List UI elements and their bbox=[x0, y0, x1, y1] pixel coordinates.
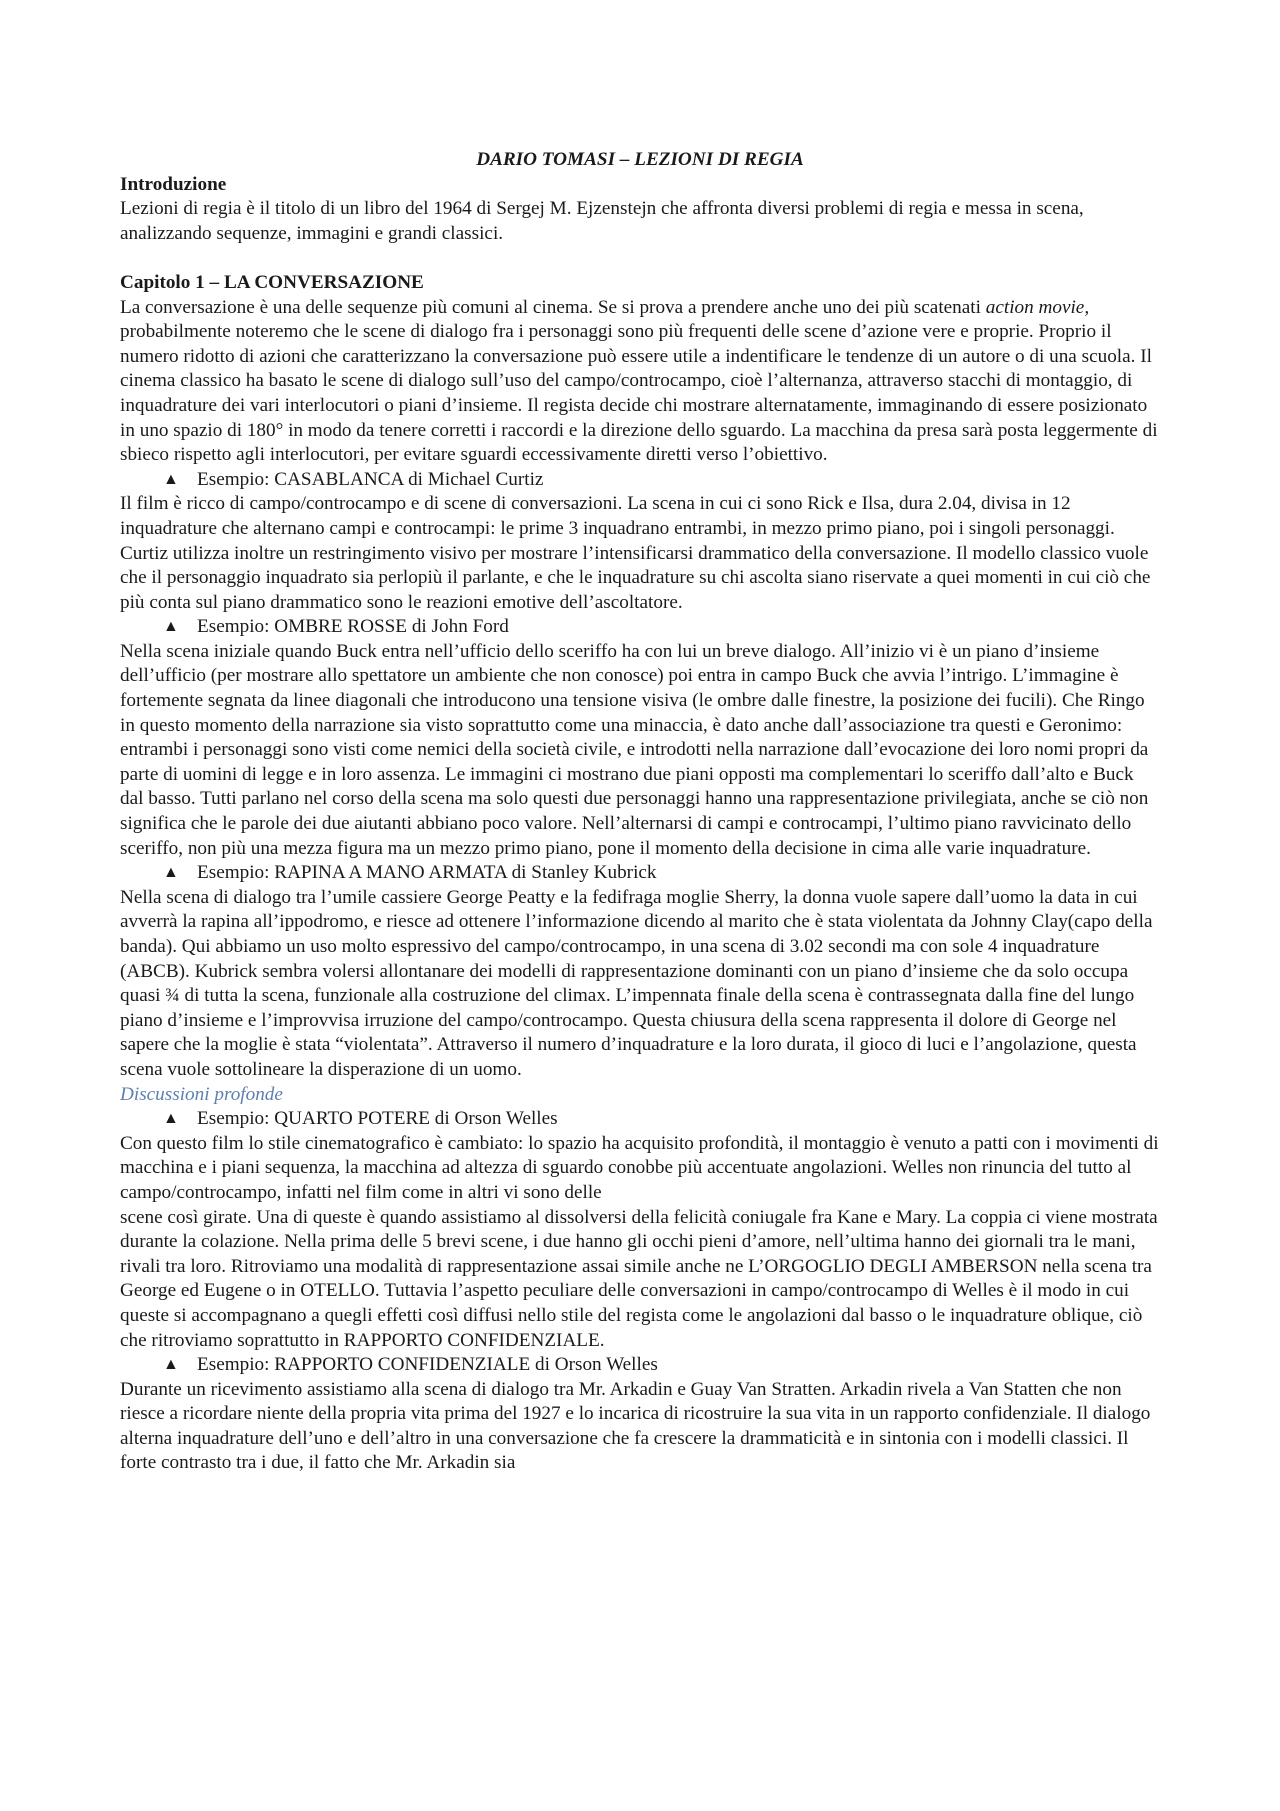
chapter-heading: Capitolo 1 – LA CONVERSAZIONE bbox=[120, 271, 424, 293]
paragraph-text: La conversazione è una delle sequenze più comuni al cinema. Se si prova a prendere anche uno dei più scatenati bbox=[120, 296, 986, 318]
example-paragraph: Nella scena di dialogo tra l’umile cassiere George Peatty e la fedifraga moglie Sherry, la donna vuole sapere dall’uomo la data in cui avverrà la rapina all’ippodromo, e riesce ad ottenere l’informazione dicendo al marito che è stata violentata da Johnny Clay(capo della banda). Qui abbiamo un uso molto espressivo del campo/controcampo, in una scena di 3.02 secondi ma con sole 4 inquadrature (ABCB). Kubrick sembra volersi allontanare dei modelli di rappresentazione dominanti con un piano d’insieme che da solo occupa quasi ¾ di tutta la scena, funzionale alla costruzione del climax. L’impennata finale della scena è contrassegnata dalla fine del lungo piano d’insieme e l’improvvisa irruzione del campo/controcampo. Questa chiusura della scena rappresenta il dolore di George nel sapere che la moglie è stata “violentata”. Attraverso il numero d’inquadrature e la loro durata, il gioco di luci e l’angolazione, questa scena vuole sottolineare la disperazione di un uomo. bbox=[120, 886, 1153, 1080]
example-item bbox=[120, 861, 1160, 886]
paragraph-emphasis: action movie, bbox=[985, 296, 1090, 318]
triangle-bullet-icon: ▲ bbox=[163, 470, 179, 488]
example-item bbox=[120, 1353, 1160, 1378]
example-label: Esempio: RAPINA A MANO ARMATA di Stanley Kubrick bbox=[197, 862, 657, 884]
example-paragraph: Nella scena iniziale quando Buck entra nell’ufficio dello sceriffo ha con lui un breve dialogo. All’inizio vi è un piano d’insieme dell’ufficio (per mostrare allo spettatore un ambiente che non conosce) poi entra in campo Buck che avvia l’intrigo. L’immagine è fortemente segnata da linee diagonali che introducono una tensione visiva (le ombre dalle finestre, la posizione dei fucili). Che Ringo in questo momento della narrazione sia visto soprattutto come una minaccia, è dato anche dall’associazione tra questi e Geronimo: entrambi i personaggi sono visti come nemici della società civile, e introdotti nella narrazione dall’evocazione dei loro nomi propri da parte di uomini di legge e in loro assenza. Le immagini ci mostrano due piani opposti ma complementari lo sceriffo dall’alto e Buck dal basso. Tutti parlano nel corso della scena ma solo questi due personaggi hanno una rappresentazione privilegiata, anche se ciò non significa che le parole dei due aiutanti abbiano poco valore. Nell’alternarsi di campi e controcampi, l’ultimo piano ravvicinato dello sceriffo, non più una mezza figura ma un mezzo primo piano, pone il momento della decisione in cima alle varie inquadrature. bbox=[120, 640, 1149, 859]
example-label: Esempio: QUARTO POTERE di Orson Welles bbox=[197, 1108, 558, 1130]
triangle-bullet-icon: ▲ bbox=[163, 618, 179, 636]
example-label: Esempio: RAPPORTO CONFIDENZIALE di Orson Welles bbox=[197, 1354, 658, 1376]
example-item bbox=[120, 615, 1160, 640]
chapter-paragraph bbox=[120, 296, 1160, 468]
triangle-bullet-icon: ▲ bbox=[163, 1110, 179, 1128]
document-page bbox=[120, 148, 1160, 1476]
paragraph-text: probabilmente noteremo che le scene di dialogo fra i personaggi sono più frequenti delle scene d’azione vere e proprie. Proprio il numero ridotto di azioni che caratterizzano la conversazione può essere utile a indentificare le tendenze di un autore o di una scuola. Il cinema classico ha basato le scene di dialogo sull’uso del campo/controcampo, cioè l’alternanza, attraverso stacchi di montaggio, di inquadrature dei vari interlocutori o piani d’insieme. Il regista decide chi mostrare alternatamente, immaginando di essere posizionato in uno spazio di 180° in modo da tenere corretti i raccordi e la direzione dello sguardo. La macchina da presa sarà posta leggermente di sbieco rispetto agli interlocutori, per evitare sguardi eccessivamente diretti verso l’obiettivo. bbox=[120, 321, 1158, 466]
example-item bbox=[120, 468, 1160, 493]
example-item bbox=[120, 1107, 1160, 1132]
example-label: Esempio: CASABLANCA di Michael Curtiz bbox=[197, 468, 544, 490]
spacer bbox=[120, 246, 1160, 271]
triangle-bullet-icon: ▲ bbox=[163, 1356, 179, 1374]
example-paragraph: Con questo film lo stile cinematografico è cambiato: lo spazio ha acquisito profondità, il montaggio è venuto a patti con i movimenti di macchina e i piani sequenza, la macchina ad altezza di sguardo conobbe più accentuate angolazioni. Welles non rinuncia del tutto al campo/controcampo, infatti nel film come in altri vi sono delle bbox=[120, 1132, 1159, 1203]
example-paragraph: Il film è ricco di campo/controcampo e di scene di conversazioni. La scena in cui ci sono Rick e Ilsa, dura 2.04, divisa in 12 inquadrature che alternano campi e controcampi: le prime 3 inquadrano entrambi, in mezzo primo piano, poi i singoli personaggi. Curtiz utilizza inoltre un restringimento visivo per mostrare l’intensificarsi drammatico della conversazione. Il modello classico vuole che il personaggio inquadrato sia perlopiù il parlante, e che le inquadrature su chi ascolta siano riservate a quei momenti in cui ciò che più conta sul piano drammatico sono le reazioni emotive dell’ascoltatore. bbox=[120, 493, 1151, 613]
example-label: Esempio: OMBRE ROSSE di John Ford bbox=[197, 616, 509, 638]
triangle-bullet-icon: ▲ bbox=[163, 864, 179, 882]
example-paragraph: Durante un ricevimento assistiamo alla scena di dialogo tra Mr. Arkadin e Guay Van Stratten. Arkadin rivela a Van Statten che non riesce a ricordare niente della propria vita prima del 1927 e lo incarica di ricostruire la sua vita in un rapporto confidenziale. Il dialogo alterna inquadrature dell’uno e dell’altro in una conversazione che fa crescere la drammaticità e in sintonia con i modelli classici. Il forte contrasto tra i due, il fatto che Mr. Arkadin sia bbox=[120, 1378, 1151, 1474]
example-paragraph: scene così girate. Una di queste è quando assistiamo al dissolversi della felicità coniugale fra Kane e Mary. La coppia ci viene mostrata durante la colazione. Nella prima delle 5 brevi scene, i due hanno gli occhi pieni d’amore, nell’ultima hanno dei giornali tra le mani, rivali tra loro. Ritroviamo una modalità di rappresentazione assai simile anche ne L’ORGOGLIO DEGLI AMBERSON nella scena tra George ed Eugene o in OTELLO. Tuttavia l’aspetto peculiare delle conversazioni in campo/controcampo di Welles è il modo in cui queste si accompagnano a quegli effetti così diffusi nello stile del regista come le angolazioni dal basso o le inquadrature oblique, ciò che ritroviamo soprattutto in RAPPORTO CONFIDENZIALE. bbox=[120, 1206, 1158, 1351]
intro-paragraph: Lezioni di regia è il titolo di un libro del 1964 di Sergej M. Ejzenstejn che affronta diversi problemi di regia e messa in scena, analizzando sequenze, immagini e grandi classici. bbox=[120, 198, 1084, 244]
intro-heading: Introduzione bbox=[120, 173, 227, 195]
subheading: Discussioni profonde bbox=[120, 1083, 283, 1105]
document-title: DARIO TOMASI – LEZIONI DI REGIA bbox=[476, 149, 804, 170]
